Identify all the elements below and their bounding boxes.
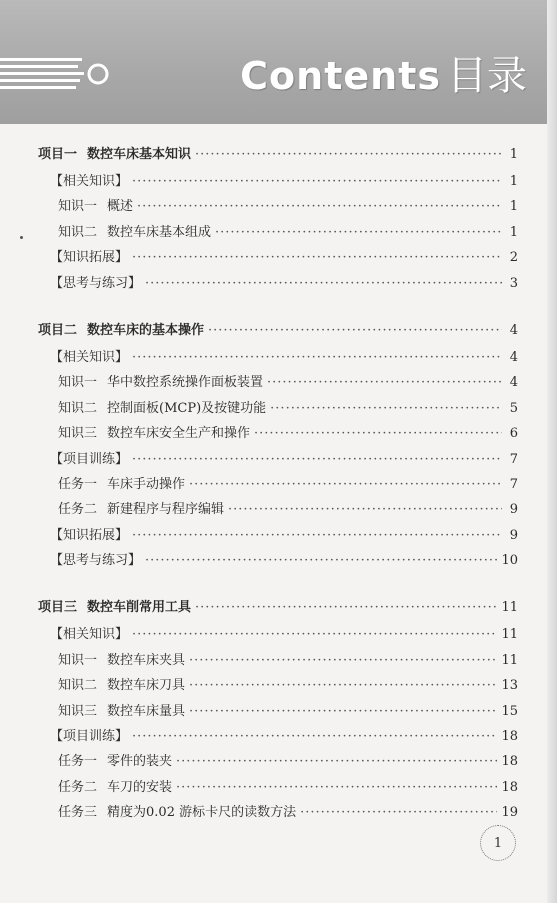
toc-project-entry[interactable] (38, 596, 518, 623)
toc-entry-label: 【相关知识】 (50, 174, 129, 189)
toc-entry-page: 1 (509, 147, 518, 162)
dot-leader (267, 375, 502, 390)
toc-entry[interactable] (38, 700, 518, 725)
page-number: 1 (493, 835, 503, 851)
dot-leader (189, 653, 497, 668)
toc-entry-label: 【项目训练】 (50, 451, 129, 467)
dot-leader (189, 704, 497, 719)
toc-entry-number: 知识二 (58, 678, 98, 694)
toc-entry[interactable] (38, 448, 518, 473)
toc-entry-page: 9 (509, 527, 518, 543)
dot-leader (208, 323, 502, 338)
page-title (240, 44, 527, 100)
dot-leader (189, 477, 502, 492)
toc-entry-number: 知识二 (58, 400, 98, 416)
toc-entry[interactable] (38, 498, 518, 523)
toc-entry-label: 概述 (107, 199, 134, 215)
toc-entry[interactable] (38, 776, 518, 801)
dot-leader (132, 729, 497, 744)
toc-entry[interactable] (38, 371, 518, 396)
dot-leader (254, 426, 502, 441)
toc-entry-page: 2 (509, 250, 518, 266)
title-english: Contents (240, 54, 441, 98)
toc-entry-number: 知识一 (58, 652, 98, 668)
toc-entry-label: 零件的装夹 (107, 754, 173, 770)
table-of-contents (38, 143, 518, 849)
toc-entry-page: 5 (509, 400, 518, 416)
dot-leader (132, 250, 502, 265)
toc-entry[interactable] (38, 801, 518, 826)
toc-entry-number: 知识三 (58, 703, 98, 719)
toc-entry-page: 18 (501, 754, 518, 770)
toc-entry-number: 任务三 (58, 805, 98, 821)
toc-entry-page: 18 (501, 729, 518, 745)
page-edge (547, 0, 557, 903)
toc-entry-page: 1 (509, 199, 518, 215)
toc-entry-label: 【知识拓展】 (50, 250, 129, 266)
header-banner (0, 0, 557, 124)
toc-project-entry[interactable] (38, 319, 518, 346)
toc-entry-label: 数控车床基本知识 (87, 147, 192, 162)
dot-leader (132, 350, 502, 365)
toc-entry-number: 任务一 (58, 476, 98, 492)
toc-entry[interactable] (38, 195, 518, 220)
toc-entry-page: 6 (509, 426, 518, 442)
toc-entry[interactable] (38, 649, 518, 674)
stray-dot (20, 236, 23, 239)
toc-entry-number: 项目二 (38, 322, 78, 338)
toc-entry-page: 4 (509, 322, 518, 338)
toc-entry-page: 9 (509, 502, 518, 518)
toc-entry-label: 数控车床量具 (107, 703, 186, 719)
toc-entry-number: 知识一 (58, 199, 98, 215)
toc-entry[interactable] (38, 272, 518, 297)
toc-entry-label: 【项目训练】 (50, 729, 129, 745)
toc-entry-number: 项目一 (38, 147, 78, 162)
toc-entry-label: 车床手动操作 (107, 476, 186, 492)
toc-entry-page: 1 (509, 224, 518, 240)
toc-entry-label: 数控车床夹具 (107, 652, 186, 668)
toc-entry-number: 知识二 (58, 224, 98, 240)
dot-leader (300, 805, 497, 820)
dot-leader (176, 780, 497, 795)
toc-entry-label: 数控车床的基本操作 (87, 322, 205, 338)
toc-entry[interactable] (38, 397, 518, 422)
dot-leader (270, 401, 502, 416)
toc-entry[interactable] (38, 524, 518, 549)
toc-entry-label: 控制面板(MCP)及按键功能 (107, 400, 267, 416)
toc-section (38, 596, 518, 826)
toc-entry-label: 数控车削常用工具 (87, 600, 192, 616)
toc-entry[interactable] (38, 170, 518, 195)
toc-entry[interactable] (38, 346, 518, 371)
page-number-badge (480, 825, 516, 861)
toc-entry-page: 3 (509, 275, 518, 291)
dot-leader (189, 678, 497, 693)
toc-entry[interactable] (38, 725, 518, 750)
title-chinese: 目录 (447, 53, 527, 99)
dot-leader (137, 199, 502, 214)
toc-entry-label: 新建程序与程序编辑 (107, 502, 225, 518)
toc-entry-page: 11 (501, 652, 518, 668)
toc-entry-number: 任务一 (58, 754, 98, 770)
toc-entry[interactable] (38, 221, 518, 246)
toc-entry[interactable] (38, 549, 518, 574)
toc-entry[interactable] (38, 623, 518, 648)
toc-entry-page: 13 (501, 678, 518, 694)
toc-project-entry[interactable] (38, 143, 518, 170)
toc-entry-page: 19 (501, 805, 518, 821)
toc-entry[interactable] (38, 473, 518, 498)
toc-entry-number: 任务二 (58, 502, 98, 518)
toc-section (38, 319, 518, 575)
toc-entry-label: 数控车床刀具 (107, 678, 186, 694)
dot-leader (132, 627, 497, 642)
dot-leader (228, 502, 502, 517)
decorative-lines-icon (0, 54, 110, 94)
toc-entry-label: 【相关知识】 (50, 349, 129, 365)
toc-entry-label: 华中数控系统操作面板装置 (107, 375, 264, 391)
dot-leader (176, 754, 497, 769)
toc-entry-page: 4 (509, 375, 518, 391)
dot-leader (145, 276, 502, 291)
dot-leader (132, 528, 502, 543)
toc-entry-page: 11 (501, 627, 518, 643)
toc-entry-label: 车刀的安装 (107, 779, 173, 795)
toc-entry-page: 15 (501, 703, 518, 719)
toc-entry-number: 知识三 (58, 426, 98, 442)
toc-entry-number: 项目三 (38, 600, 78, 616)
toc-section (38, 143, 518, 297)
toc-entry-label: 【知识拓展】 (50, 527, 129, 543)
toc-entry-number: 知识一 (58, 375, 98, 391)
toc-entry-label: 【思考与练习】 (50, 275, 142, 291)
dot-leader (132, 452, 502, 467)
toc-entry[interactable] (38, 246, 518, 271)
toc-entry-page: 10 (501, 553, 518, 569)
toc-entry-label: 【思考与练习】 (50, 553, 142, 569)
toc-entry[interactable] (38, 422, 518, 447)
toc-entry-page: 7 (509, 451, 518, 467)
dot-leader (195, 147, 502, 162)
toc-entry-label: 【相关知识】 (50, 627, 129, 643)
toc-entry-number: 任务二 (58, 779, 98, 795)
dot-leader (215, 225, 502, 240)
toc-entry-page: 11 (501, 600, 518, 616)
dot-leader (132, 174, 502, 189)
toc-entry-page: 7 (509, 476, 518, 492)
dot-leader (145, 553, 497, 568)
toc-entry[interactable] (38, 674, 518, 699)
dot-leader (195, 600, 497, 615)
toc-entry-page: 4 (509, 349, 518, 365)
toc-entry-page: 18 (501, 779, 518, 795)
toc-entry[interactable] (38, 750, 518, 775)
toc-entry-label: 精度为0.02 游标卡尺的读数方法 (107, 805, 297, 821)
toc-entry-label: 数控车床基本组成 (107, 224, 212, 240)
toc-entry-label: 数控车床安全生产和操作 (107, 426, 251, 442)
toc-entry-page: 1 (509, 174, 518, 189)
